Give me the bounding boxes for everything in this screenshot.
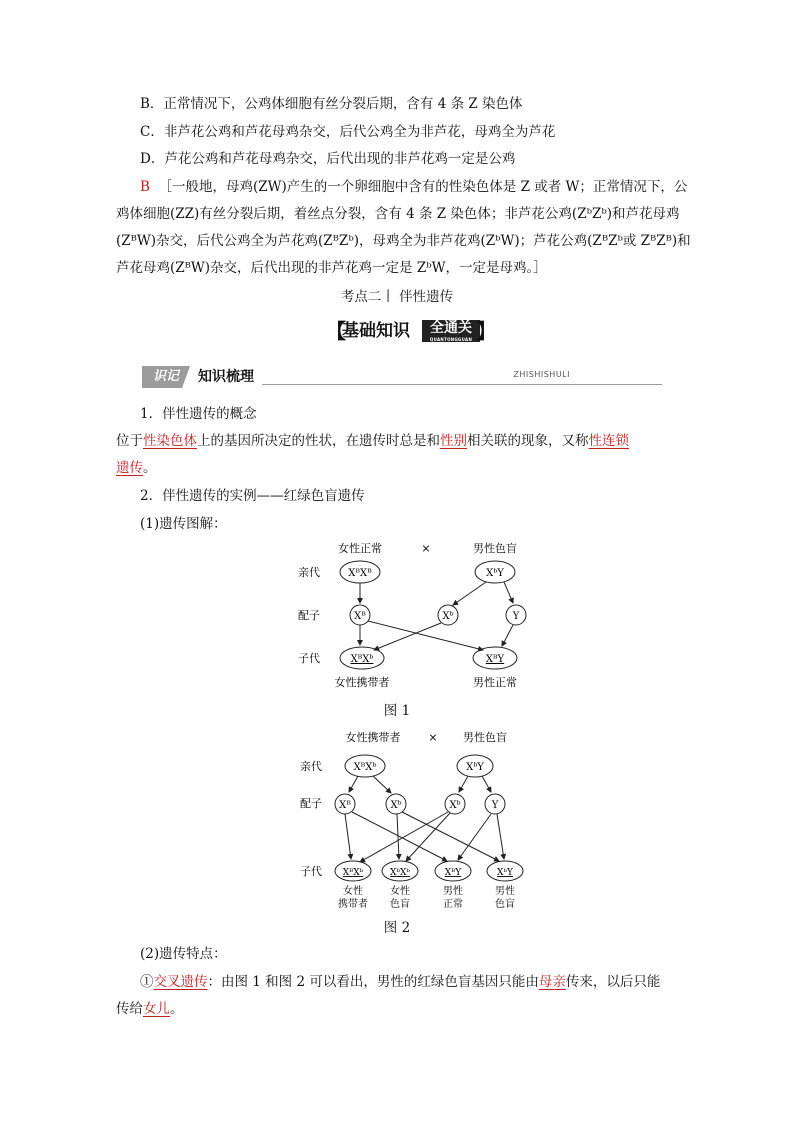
keyword-sex-linked-a: 性连锁 xyxy=(588,433,629,449)
bracket-right: 】 xyxy=(476,319,496,343)
fig2-arrow-g4-c3 xyxy=(458,814,491,860)
fig2-mother-genotype: XᴮXᵇ xyxy=(353,762,377,773)
feature-mid1: ：由图 1 和图 2 可以看出，男性的红绿色盲基因只能由 xyxy=(207,974,539,990)
fig1-caption: 图 1 xyxy=(383,703,411,719)
fig1-arrow-f-g2 xyxy=(453,582,486,605)
fig2-arrow-m-g2 xyxy=(373,776,391,793)
keyword-sex-linked-b: 遗传 xyxy=(116,460,143,476)
keyword-sex-chromosome: 性染色体 xyxy=(143,433,197,449)
keyword-sex: 性别 xyxy=(440,433,467,449)
fig2-child-1-genotype: XᴮXᵇ xyxy=(342,868,364,878)
fig2-child-1-label-2: 携带者 xyxy=(338,899,368,910)
fig1-father-label: 男性色盲 xyxy=(473,542,517,555)
fig1-row-child: 子代 xyxy=(298,652,320,665)
fig1-gamete-1-text: Xᴮ xyxy=(354,611,366,622)
fig2-gamete-2-text: Xᵇ xyxy=(390,800,402,811)
fig1-row-gamete: 配子 xyxy=(298,609,320,622)
fig2-child-4-label-1: 男性 xyxy=(495,886,515,897)
fig1-mother-label: 女性正常 xyxy=(338,542,382,555)
fig2-father-genotype: XᵇY xyxy=(466,762,484,773)
fig2-father-label: 男性色盲 xyxy=(463,731,507,744)
fig2-child-4-label-2: 色盲 xyxy=(495,899,515,910)
feature-line2-pre: 传给 xyxy=(116,1001,143,1017)
fig1-gamete-2-text: Xᵇ xyxy=(442,611,454,622)
fig1-child-2-genotype: XᴮY xyxy=(485,654,505,665)
fig2-child-3-label-1: 男性 xyxy=(443,886,463,897)
keyword-cross-inheritance: 交叉遗传 xyxy=(153,974,208,990)
fig2-row-child: 子代 xyxy=(300,865,322,878)
fig2-caption: 图 2 xyxy=(383,920,411,936)
banner-right-pinyin: QUANTONGGUAN xyxy=(429,337,473,342)
bracket-left: 【 xyxy=(326,319,346,343)
fig2-gamete-3-text: Xᵇ xyxy=(449,800,461,811)
feature-line-2 xyxy=(116,999,184,1019)
fig1-child-2-label: 男性正常 xyxy=(473,676,517,689)
fig2-gamete-1-text: Xᴮ xyxy=(339,800,351,811)
heading-concept: 1．伴性遗传的概念 xyxy=(140,406,257,422)
subheading-diagram: (1)遗传图解： xyxy=(140,516,227,532)
fig2-arrow-g3-c2 xyxy=(406,813,450,861)
keyword-daughter: 女儿 xyxy=(143,1001,170,1017)
fig2-child-1-label-1: 女性 xyxy=(343,886,363,897)
fig2-child-2-label-2: 色盲 xyxy=(390,899,410,910)
fig1-child-1-label: 女性携带者 xyxy=(334,676,390,689)
pedigree-figure-2 xyxy=(295,727,540,912)
fig2-arrow-m-g1 xyxy=(349,776,358,792)
fig2-arrow-f-g4 xyxy=(482,776,491,792)
fig2-gamete-4-text: Y xyxy=(491,800,499,811)
fig1-gamete-3-text: Y xyxy=(512,611,520,622)
answer-line-4: 芦花母鸡(ZᴮW)杂交，后代出现的非芦花鸡一定是 ZᵇW，一定是母鸡。］ xyxy=(116,260,547,276)
fig2-cross: × xyxy=(428,731,438,744)
fig1-arrow-f-g3 xyxy=(504,582,513,603)
fig2-arrow-g1-c1 xyxy=(345,814,351,859)
feature-end: 。 xyxy=(170,1001,184,1017)
option-b: B．正常情况下，公鸡体细胞有丝分裂后期，含有 4 条 Z 染色体 xyxy=(140,96,523,112)
concept-mid1: 上的基因所决定的性状，在遗传时总是和 xyxy=(197,433,440,449)
fig1-father-genotype: XᵇY xyxy=(486,568,504,579)
answer-line-2: 鸡体细胞(ZZ)有丝分裂后期，着丝点分裂，含有 4 条 Z 染色体；非芦花公鸡(ZᵇZᵇ)和芦花母鸡 xyxy=(116,206,680,222)
banner-right-text: 全通关 xyxy=(430,320,472,336)
banner-right-box xyxy=(422,320,480,342)
fig2-arrow-g2-c4 xyxy=(402,812,499,861)
answer-line-3: (ZᴮW)杂交，后代公鸡全为芦花鸡(ZᴮZᵇ)，母鸡全为非芦花鸡(ZᵇW)；芦花公鸡(ZᴮZᵇ或 ZᴮZᴮ)和 xyxy=(116,233,691,249)
fig2-child-3-label-2: 正常 xyxy=(443,899,463,910)
concept-line-1 xyxy=(116,431,629,451)
fig1-child-1-genotype: XᴮXᵇ xyxy=(350,654,374,665)
concept-mid2: 相关联的现象，又称 xyxy=(467,433,589,449)
feature-num: ① xyxy=(140,974,154,990)
fig2-mother-label: 女性携带者 xyxy=(345,731,401,744)
section-header xyxy=(142,366,662,388)
fig1-arrow-g3-c2 xyxy=(502,625,513,646)
fig2-child-3-genotype: XᴮY xyxy=(444,868,462,878)
section-tag: 识记 xyxy=(142,366,190,388)
keyword-mother: 母亲 xyxy=(538,974,566,990)
fig2-arrow-f-g3 xyxy=(459,776,468,792)
section-pinyin: ZHISHISHULI xyxy=(513,370,570,379)
heading-example: 2．伴性遗传的实例——红绿色盲遗传 xyxy=(140,488,365,504)
fig2-child-2-genotype: XᵇXᵇ xyxy=(389,868,411,878)
option-c: C．非芦花公鸡和芦花母鸡杂交，后代公鸡全为非芦花，母鸡全为芦花 xyxy=(140,124,556,140)
banner-basic-knowledge xyxy=(326,318,496,344)
pedigree-figure-1 xyxy=(290,538,530,698)
section-rule xyxy=(262,384,662,385)
option-d: D．芦花公鸡和芦花母鸡杂交，后代出现的非芦花鸡一定是公鸡 xyxy=(140,151,516,167)
heading-features: (2)遗传特点： xyxy=(140,946,227,962)
fig1-row-parent: 亲代 xyxy=(298,566,320,579)
concept-line-2 xyxy=(116,458,157,478)
answer-line-1 xyxy=(140,177,687,197)
fig2-arrow-g1-c3 xyxy=(352,812,447,861)
fig2-child-4-genotype: XᵇY xyxy=(497,868,513,878)
fig2-row-parent: 亲代 xyxy=(300,760,322,773)
answer-letter: B xyxy=(140,179,150,195)
answer-text-1: ［一般地，母鸡(ZW)产生的一个卵细胞中含有的性染色体是 Z 或者 W；正常情况下，公 xyxy=(158,179,688,195)
fig2-child-2-label-1: 女性 xyxy=(390,886,410,897)
feature-mid2: 传来，以后只能 xyxy=(565,974,661,990)
concept-pre: 位于 xyxy=(116,433,143,449)
feature-line-1 xyxy=(140,972,660,992)
topic-title: 考点二丨 伴性遗传 xyxy=(340,289,454,305)
concept-end: 。 xyxy=(143,460,157,476)
fig2-arrow-g4-c4 xyxy=(497,814,504,859)
section-title: 知识梳理 xyxy=(198,369,254,385)
fig1-cross: × xyxy=(421,542,431,555)
banner-left-text: 基础知识 xyxy=(342,321,410,341)
fig1-mother-genotype: XᴮXᴮ xyxy=(348,568,372,579)
fig2-row-gamete: 配子 xyxy=(300,797,322,810)
